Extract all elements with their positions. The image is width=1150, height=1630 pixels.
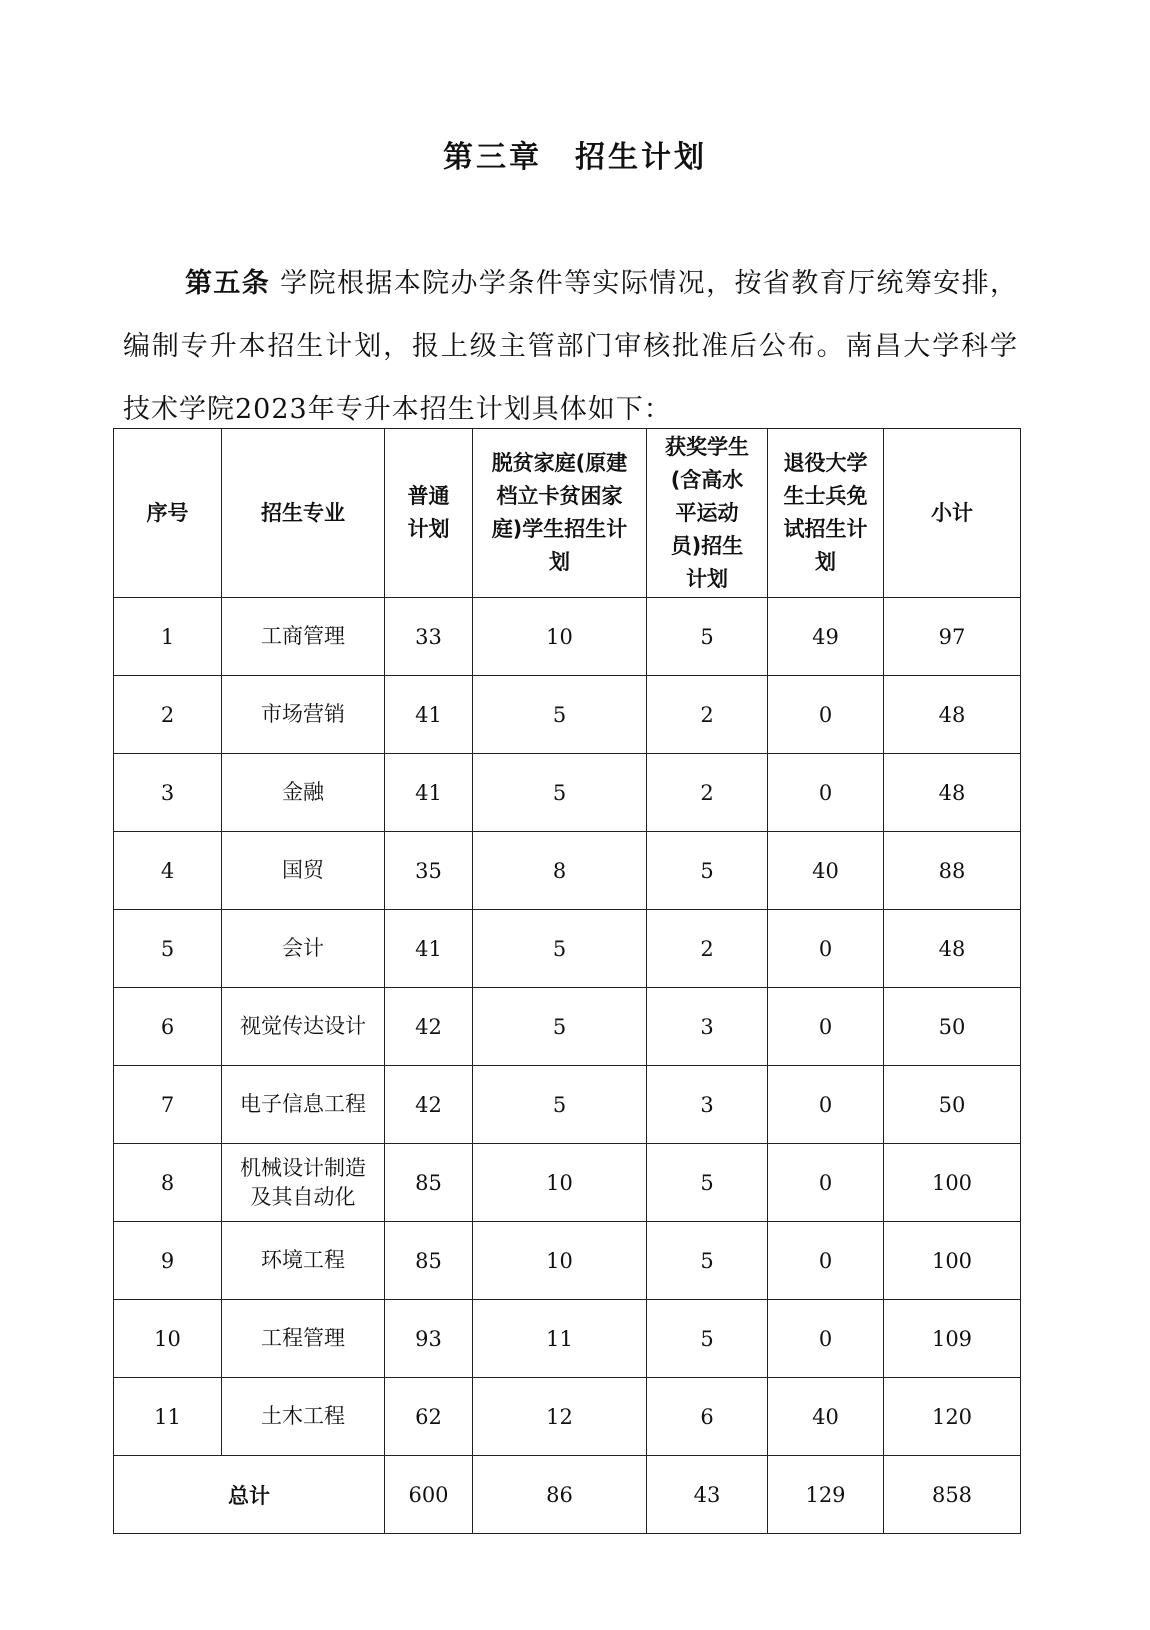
cell-subtotal: 120 — [884, 1378, 1021, 1456]
cell-poverty: 8 — [473, 832, 647, 910]
cell-regular: 41 — [385, 910, 473, 988]
cell-major: 工程管理 — [222, 1300, 385, 1378]
cell-veteran: 40 — [768, 832, 884, 910]
table-row — [114, 832, 1021, 910]
cell-subtotal: 100 — [884, 1222, 1021, 1300]
header-veteran: 退役大学 生士兵免 试招生计 划 — [768, 429, 884, 598]
cell-veteran: 0 — [768, 1066, 884, 1144]
cell-award: 3 — [647, 988, 768, 1066]
article-label: 第五条 — [185, 268, 271, 299]
table-total-row — [114, 1456, 1021, 1534]
total-veteran: 129 — [768, 1456, 884, 1534]
cell-veteran: 40 — [768, 1378, 884, 1456]
cell-subtotal: 48 — [884, 676, 1021, 754]
cell-poverty: 10 — [473, 598, 647, 676]
cell-veteran: 0 — [768, 676, 884, 754]
cell-seq: 9 — [114, 1222, 222, 1300]
cell-award: 2 — [647, 754, 768, 832]
cell-regular: 33 — [385, 598, 473, 676]
cell-regular: 42 — [385, 988, 473, 1066]
header-regular: 普通 计划 — [385, 429, 473, 598]
cell-subtotal: 100 — [884, 1144, 1021, 1222]
cell-seq: 5 — [114, 910, 222, 988]
cell-regular: 42 — [385, 1066, 473, 1144]
cell-poverty: 5 — [473, 676, 647, 754]
cell-award: 5 — [647, 1222, 768, 1300]
cell-poverty: 5 — [473, 910, 647, 988]
cell-major: 土木工程 — [222, 1378, 385, 1456]
cell-subtotal: 50 — [884, 1066, 1021, 1144]
table-row — [114, 1222, 1021, 1300]
header-poverty: 脱贫家庭(原建 档立卡贫困家 庭)学生招生计 划 — [473, 429, 647, 598]
cell-seq: 1 — [114, 598, 222, 676]
total-regular: 600 — [385, 1456, 473, 1534]
cell-subtotal: 97 — [884, 598, 1021, 676]
cell-seq: 3 — [114, 754, 222, 832]
enrollment-plan-table — [113, 428, 1021, 1534]
header-major: 招生专业 — [222, 429, 385, 598]
table-row — [114, 598, 1021, 676]
total-award: 43 — [647, 1456, 768, 1534]
cell-poverty: 5 — [473, 1066, 647, 1144]
cell-major: 市场营销 — [222, 676, 385, 754]
cell-regular: 85 — [385, 1222, 473, 1300]
cell-award: 2 — [647, 910, 768, 988]
cell-major: 环境工程 — [222, 1222, 385, 1300]
cell-award: 5 — [647, 1144, 768, 1222]
table-row — [114, 988, 1021, 1066]
cell-poverty: 10 — [473, 1144, 647, 1222]
header-subtotal: 小计 — [884, 429, 1021, 598]
cell-veteran: 0 — [768, 754, 884, 832]
cell-major: 视觉传达设计 — [222, 988, 385, 1066]
cell-major: 国贸 — [222, 832, 385, 910]
cell-subtotal: 109 — [884, 1300, 1021, 1378]
cell-seq: 2 — [114, 676, 222, 754]
cell-seq: 8 — [114, 1144, 222, 1222]
cell-award: 5 — [647, 1300, 768, 1378]
cell-veteran: 0 — [768, 988, 884, 1066]
cell-seq: 11 — [114, 1378, 222, 1456]
cell-major: 金融 — [222, 754, 385, 832]
table-row — [114, 1300, 1021, 1378]
total-label: 总计 — [114, 1456, 385, 1534]
header-seq: 序号 — [114, 429, 222, 598]
cell-seq: 6 — [114, 988, 222, 1066]
cell-award: 2 — [647, 676, 768, 754]
cell-subtotal: 50 — [884, 988, 1021, 1066]
total-subtotal: 858 — [884, 1456, 1021, 1534]
cell-veteran: 0 — [768, 1300, 884, 1378]
cell-veteran: 0 — [768, 1222, 884, 1300]
cell-poverty: 5 — [473, 988, 647, 1066]
table-row — [114, 1144, 1021, 1222]
table-header-row — [114, 429, 1021, 598]
cell-award: 6 — [647, 1378, 768, 1456]
article-text: 学院根据本院办学条件等实际情况，按省教育厅统筹安排，编制专升本招生计划，报上级主管部门审核批准后公布。南昌大学科学技术学院2023年专升本招生计划具体如下： — [123, 268, 1019, 425]
table-row — [114, 910, 1021, 988]
header-award: 获奖学生 (含高水 平运动 员)招生 计划 — [647, 429, 768, 598]
table-row — [114, 1066, 1021, 1144]
cell-major: 工商管理 — [222, 598, 385, 676]
cell-poverty: 11 — [473, 1300, 647, 1378]
cell-regular: 62 — [385, 1378, 473, 1456]
cell-poverty: 10 — [473, 1222, 647, 1300]
cell-poverty: 5 — [473, 754, 647, 832]
cell-award: 3 — [647, 1066, 768, 1144]
cell-regular: 85 — [385, 1144, 473, 1222]
article-paragraph — [123, 252, 1018, 441]
cell-seq: 10 — [114, 1300, 222, 1378]
cell-regular: 93 — [385, 1300, 473, 1378]
total-poverty: 86 — [473, 1456, 647, 1534]
cell-veteran: 0 — [768, 1144, 884, 1222]
table-row — [114, 1378, 1021, 1456]
cell-regular: 35 — [385, 832, 473, 910]
cell-seq: 4 — [114, 832, 222, 910]
cell-award: 5 — [647, 832, 768, 910]
cell-poverty: 12 — [473, 1378, 647, 1456]
table-row — [114, 754, 1021, 832]
cell-major: 会计 — [222, 910, 385, 988]
cell-subtotal: 48 — [884, 910, 1021, 988]
cell-regular: 41 — [385, 754, 473, 832]
table-row — [114, 676, 1021, 754]
cell-major: 电子信息工程 — [222, 1066, 385, 1144]
cell-subtotal: 88 — [884, 832, 1021, 910]
cell-seq: 7 — [114, 1066, 222, 1144]
cell-award: 5 — [647, 598, 768, 676]
cell-major: 机械设计制造 及其自动化 — [222, 1144, 385, 1222]
chapter-title: 第三章 招生计划 — [443, 140, 707, 175]
cell-subtotal: 48 — [884, 754, 1021, 832]
cell-veteran: 0 — [768, 910, 884, 988]
cell-veteran: 49 — [768, 598, 884, 676]
cell-regular: 41 — [385, 676, 473, 754]
